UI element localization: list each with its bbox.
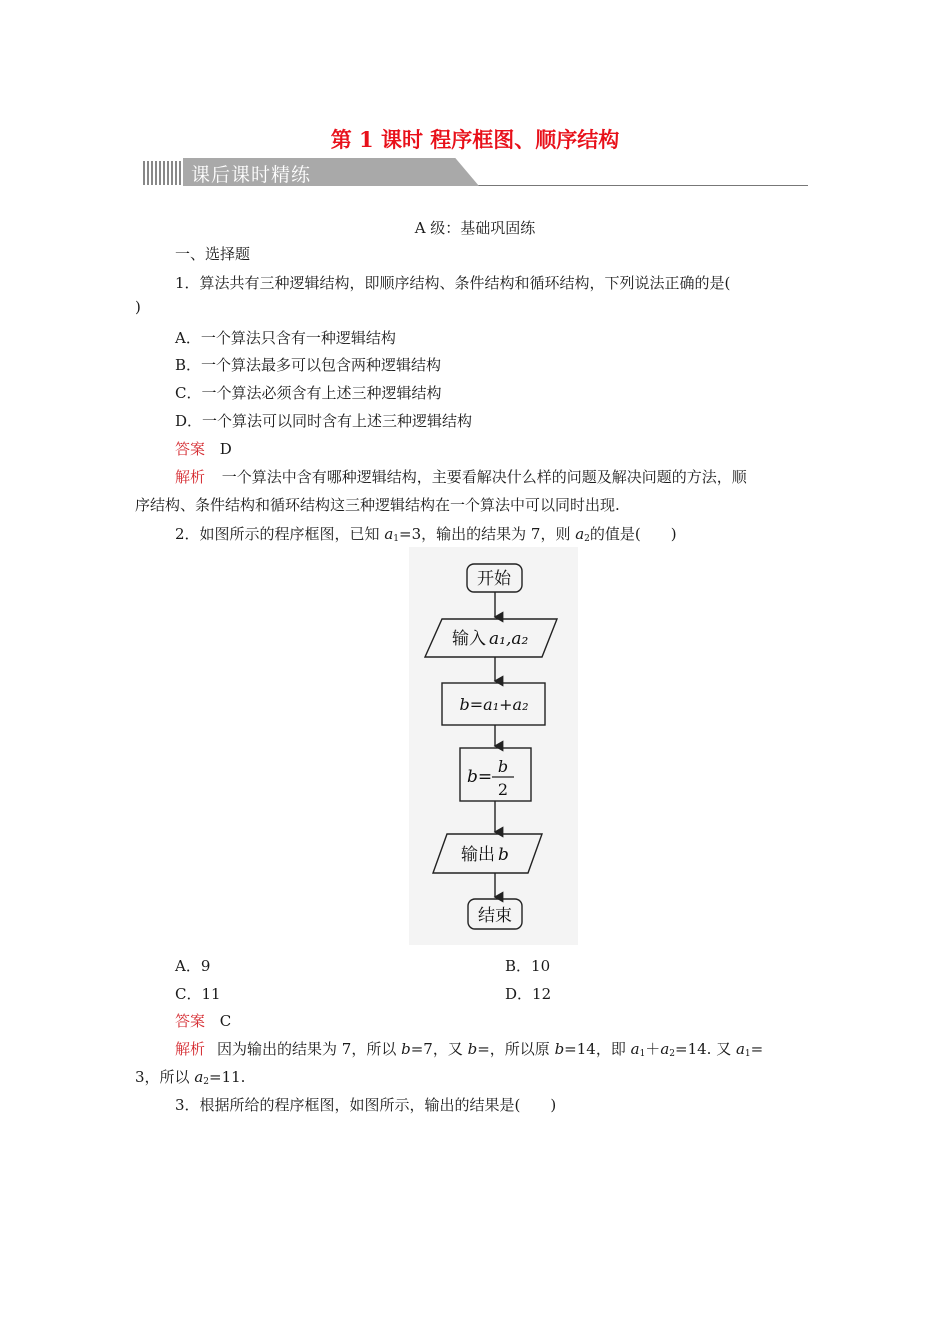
analysis-text: =14，即 bbox=[564, 1040, 631, 1058]
sub: 2 bbox=[669, 1049, 675, 1059]
q2-analysis-line2 bbox=[135, 1066, 245, 1087]
sub: 1 bbox=[744, 1049, 751, 1059]
analysis-text: =，所以原 bbox=[477, 1040, 555, 1058]
q1-option-b: B．一个算法最多可以包含两种逻辑结构 bbox=[175, 356, 442, 374]
q1-stem: 1．算法共有三种逻辑结构，即顺序结构、条件结构和循环结构，下列说法正确的是( bbox=[175, 274, 731, 292]
q2-stem-part: 2．如图所示的程序框图，已知 bbox=[175, 525, 385, 543]
q2-stem bbox=[175, 523, 677, 544]
var: a bbox=[660, 1040, 670, 1058]
analysis-label: 解析 bbox=[175, 468, 206, 486]
flow-end-text: 结束 bbox=[478, 906, 512, 926]
level-heading: A 级：基础巩固练 bbox=[414, 219, 536, 237]
flow-input-vars: a₁,a₂ bbox=[489, 629, 529, 649]
banner-hatch-decoration bbox=[143, 161, 187, 185]
flow-output-var: b bbox=[498, 845, 509, 865]
var: a bbox=[194, 1068, 204, 1086]
q2-option-d: D．12 bbox=[505, 985, 552, 1003]
sub: 1 bbox=[639, 1049, 646, 1059]
answer-value: C bbox=[219, 1012, 232, 1030]
flow-input-text: 输入 bbox=[452, 629, 486, 649]
var: b bbox=[554, 1040, 565, 1058]
q2-sub: 2 bbox=[584, 534, 590, 544]
q1-analysis-line1 bbox=[175, 466, 747, 487]
flowchart-svg bbox=[409, 547, 578, 945]
var: a bbox=[630, 1040, 640, 1058]
q1-option-a: A．一个算法只含有一种逻辑结构 bbox=[175, 329, 396, 347]
analysis-text: 3，所以 bbox=[135, 1068, 195, 1086]
var: b bbox=[401, 1040, 411, 1058]
flow-assign-half-lhs: b= bbox=[467, 767, 493, 787]
flow-output-text: 输出 bbox=[461, 845, 495, 865]
var: b bbox=[467, 1040, 478, 1058]
analysis-text: 一个算法中含有哪种逻辑结构，主要看解决什么样的问题及解决问题的方法，顺 bbox=[221, 468, 747, 486]
section-banner bbox=[143, 158, 808, 188]
q1-option-c: C．一个算法必须含有上述三种逻辑结构 bbox=[175, 384, 442, 402]
analysis-text: =7，又 bbox=[410, 1040, 468, 1058]
q2-option-a: A．9 bbox=[175, 957, 211, 975]
q1-answer bbox=[175, 438, 232, 459]
var: a bbox=[735, 1040, 745, 1058]
analysis-text: =11. bbox=[209, 1068, 246, 1086]
sub: 2 bbox=[203, 1077, 209, 1087]
q2-analysis-line1 bbox=[175, 1038, 763, 1059]
answer-value: D bbox=[219, 440, 232, 458]
flow-start-text: 开始 bbox=[477, 569, 511, 589]
analysis-text: 因为输出的结果为 7，所以 bbox=[217, 1040, 402, 1058]
answer-label: 答案 bbox=[175, 440, 206, 458]
q2-stem-part: 的值是( ) bbox=[589, 525, 677, 543]
q3-stem: 3．根据所给的程序框图，如图所示，输出的结果是( ) bbox=[175, 1096, 557, 1114]
analysis-text: ＋ bbox=[645, 1040, 661, 1058]
q2-option-b: B．10 bbox=[505, 957, 551, 975]
q2-var-a: a bbox=[575, 525, 585, 543]
analysis-text: = bbox=[750, 1040, 764, 1058]
banner-label: 课后课时精练 bbox=[191, 164, 312, 186]
flow-fraction-denominator: 2 bbox=[497, 780, 509, 799]
analysis-label: 解析 bbox=[175, 1040, 206, 1058]
flow-fraction-numerator: b bbox=[497, 757, 509, 776]
analysis-text: =14. 又 bbox=[675, 1040, 736, 1058]
q2-answer bbox=[175, 1010, 231, 1031]
q2-sub: 1 bbox=[393, 534, 400, 544]
q1-option-d: D．一个算法可以同时含有上述三种逻辑结构 bbox=[175, 412, 473, 430]
answer-label: 答案 bbox=[175, 1012, 206, 1030]
q2-var-a: a bbox=[384, 525, 394, 543]
q1-analysis-line2: 序结构、条件结构和循环结构这三种逻辑结构在一个算法中可以同时出现. bbox=[135, 496, 620, 514]
q1-stem-end: ) bbox=[135, 298, 141, 316]
q2-stem-part: =3，输出的结果为 7，则 bbox=[399, 525, 576, 543]
flow-assign-sum: b=a₁+a₂ bbox=[459, 695, 529, 714]
q2-option-c: C．11 bbox=[175, 985, 221, 1003]
part-heading: 一、选择题 bbox=[175, 245, 251, 263]
flowchart bbox=[409, 547, 578, 945]
page-title: 第 1 课时 程序框图、顺序结构 bbox=[330, 127, 620, 152]
